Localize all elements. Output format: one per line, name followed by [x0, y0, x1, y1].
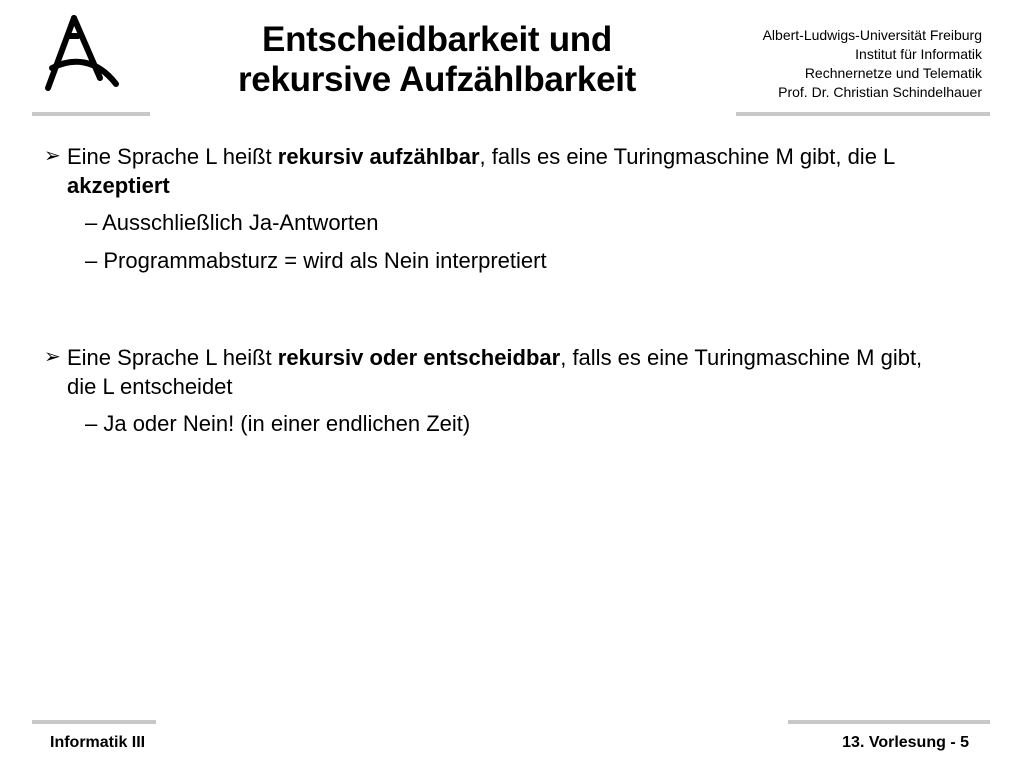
bullet-bold-term: rekursiv oder entscheidbar — [277, 345, 561, 370]
bullet-bold-term: akzeptiert — [67, 173, 170, 198]
header-rule-left — [32, 112, 150, 116]
bullet-text: Eine Sprache L heißt — [67, 144, 278, 169]
institution-line: Albert-Ludwigs-Universität Freiburg — [762, 27, 982, 43]
bullet-decidable — [44, 343, 944, 401]
bullet-bold-term: rekursiv aufzählbar — [277, 144, 480, 169]
title-line-1: Entscheidbarkeit und — [262, 20, 612, 59]
footer-slide-number: 13. Vorlesung - 5 — [842, 734, 969, 751]
institution-line: Prof. Dr. Christian Schindelhauer — [778, 84, 982, 100]
institution-line: Rechnernetze und Telematik — [804, 65, 982, 81]
bullet-text: , falls es eine Turingmaschine M gibt, die L entscheidet — [67, 345, 923, 399]
arrow-bullet-icon: ➢ — [44, 145, 61, 167]
header-rule-right — [736, 112, 990, 116]
bullet-recursively-enumerable — [44, 142, 944, 200]
footer-rule-right — [788, 720, 990, 724]
sub-item: – Ja oder Nein! (in einer endlichen Zeit) — [85, 411, 471, 436]
bullet-text: , falls es eine Turingmaschine M gibt, die L — [479, 144, 895, 169]
institution-line: Institut für Informatik — [855, 46, 982, 62]
bullet-text: Eine Sprache L heißt — [67, 345, 278, 370]
university-logo-icon — [38, 14, 128, 96]
arrow-bullet-icon: ➢ — [44, 346, 61, 368]
footer-course-name: Informatik III — [50, 734, 146, 751]
page-title — [150, 20, 724, 100]
title-line-2: rekursive Aufzählbarkeit — [237, 60, 637, 99]
slide-content — [44, 142, 944, 438]
sub-item: – Programmabsturz = wird als Nein interpretiert — [85, 248, 547, 273]
footer-rule-left — [32, 720, 156, 724]
sub-item: – Ausschließlich Ja-Antworten — [85, 210, 379, 235]
institution-block — [763, 26, 982, 102]
